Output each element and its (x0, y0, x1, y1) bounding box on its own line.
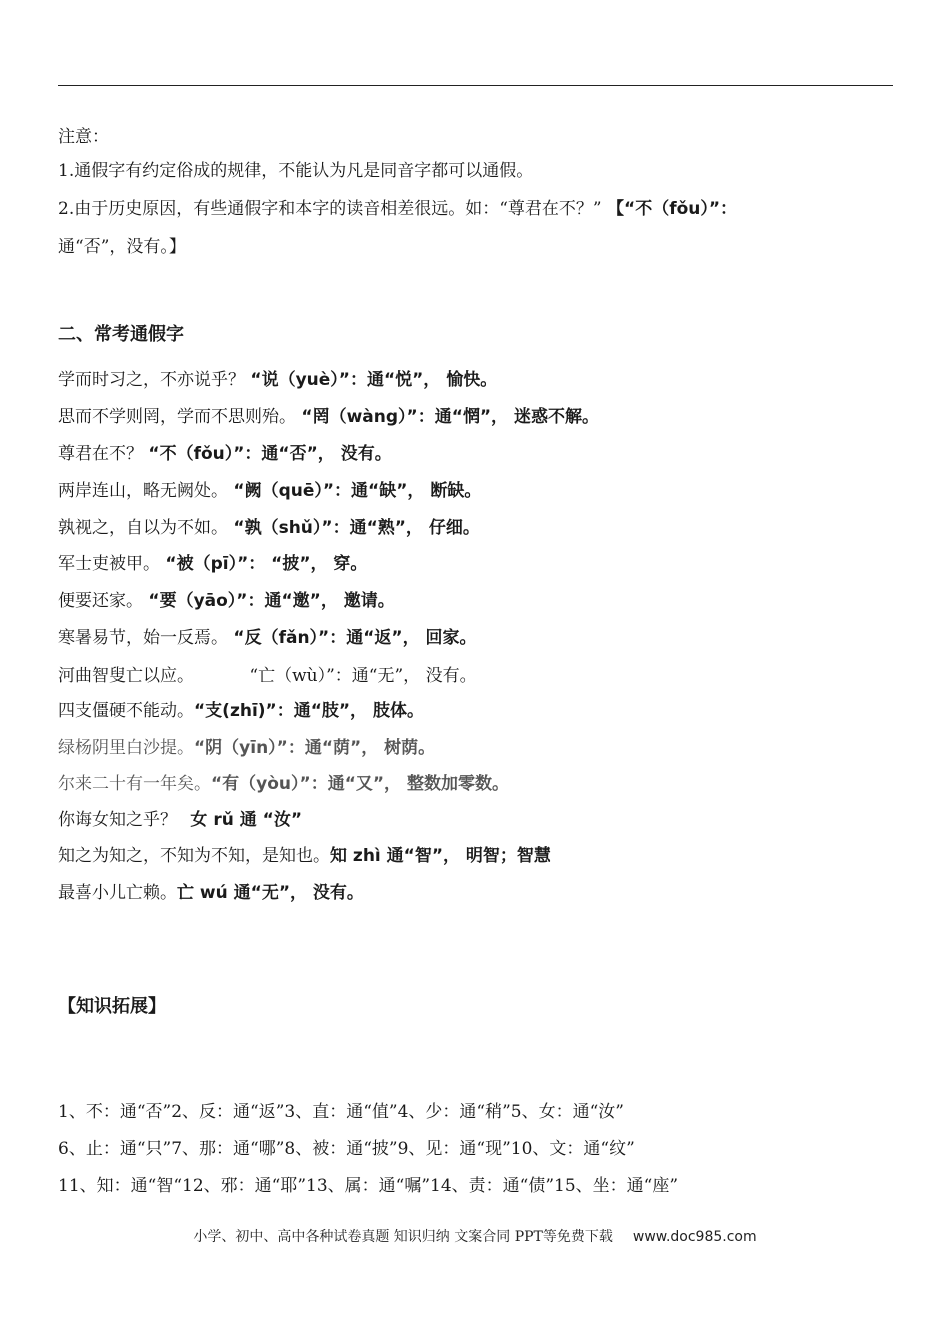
item-quote: 最喜小儿亡赖。 (58, 883, 177, 903)
item-quote: 尊君在不？ (58, 444, 149, 464)
expansion-line-2: 6、止：通“只”7、那：通“哪”8、被：通“披”9、见：通“现”10、文：通“纹” (58, 1139, 635, 1159)
item-answer: “罔（wàng）”：通“惘”， 迷惑不解。 (301, 407, 599, 427)
list-item (58, 627, 477, 649)
item-answer: “阙（quē）”：通“缺”， 断缺。 (233, 481, 482, 501)
item-quote: 学而时习之，不亦说乎？ (58, 370, 251, 390)
item-answer: “支(zhī)”：通“肢”， 肢体。 (194, 701, 424, 721)
header-rule (58, 85, 893, 86)
list-item (58, 369, 497, 391)
item-quote: 尔来二十有一年矣。 (58, 774, 211, 794)
item-quote: 便要还家。 (58, 591, 149, 611)
item-answer: 知 zhì 通“智”， 明智；智慧 (330, 846, 551, 866)
list-item (58, 773, 509, 795)
note-1: 1.通假字有约定俗成的规律，不能认为凡是同音字都可以通假。 (58, 161, 534, 181)
list-item (58, 480, 481, 502)
item-answer: “有（yòu）”：通“又”， 整数加零数。 (211, 774, 509, 794)
item-answer: “要（yāo）”：通“邀”， 邀请。 (148, 591, 395, 611)
item-answer: 亡 wú 通“无”， 没有。 (177, 883, 364, 903)
item-quote: 四支僵硬不能动。 (58, 701, 194, 721)
item-answer: 女 rǔ 通 “汝” (190, 810, 302, 830)
item-quote: 思而不学则罔，学而不思则殆。 (58, 407, 302, 427)
list-item (58, 406, 599, 428)
list-item (58, 737, 435, 759)
list-item (58, 882, 364, 904)
item-quote: 寒暑易节，始一反焉。 (58, 628, 234, 648)
item-quote: 你诲女知之乎？ (58, 810, 183, 830)
expansion-line-3: 11、知：通“智“12、邪：通“耶”13、属：通“嘱”14、责：通“债”15、坐：通“座” (58, 1176, 679, 1196)
expansion-line-1: 1、不：通“否”2、反：通“返”3、直：通“值”4、少：通“稍”5、女：通“汝” (58, 1102, 624, 1122)
note-2-cont-text: 通“否”，没有。】 (58, 237, 186, 257)
list-item (58, 845, 551, 867)
item-answer: “被（pī）”： “披”， 穿。 (165, 554, 368, 574)
item-answer: “说（yuè）”：通“悦”， 愉快。 (250, 370, 498, 390)
item-quote: 绿杨阴里白沙提。 (58, 738, 194, 758)
list-item (58, 443, 392, 465)
item-quote: 军士吏被甲。 (58, 554, 166, 574)
note-2-bracket: 【“不（fǒu）”： (607, 199, 738, 219)
item-answer: “孰（shǔ）”：通“熟”， 仔细。 (233, 518, 480, 538)
section-title-expansion: 【知识拓展】 (58, 996, 166, 1017)
list-item (58, 553, 367, 575)
item-answer: “阴（yīn）”：通“荫”， 树荫。 (194, 738, 436, 758)
list-item (58, 700, 424, 722)
list-item (58, 517, 480, 539)
list-item (58, 665, 477, 687)
item-quote: 两岸连山，略无阙处。 (58, 481, 234, 501)
list-item (58, 809, 302, 831)
footer-url[interactable]: www.doc985.com (632, 1229, 757, 1245)
page-footer (0, 1226, 950, 1246)
item-quote: 河曲智叟亡以应。 (58, 666, 200, 686)
note-2-text: 2.由于历史原因，有些通假字和本字的读音相差很远。如：“尊君在不？” (58, 199, 602, 219)
list-item (58, 590, 395, 612)
notes-label: 注意： (58, 127, 109, 147)
footer-text: 小学、初中、高中各种试卷真题 知识归纳 文案合同 PPT等免费下载 (193, 1229, 613, 1245)
item-answer: “亡（wù）”：通“无”， 没有。 (249, 666, 477, 686)
item-answer: “反（fǎn）”：通“返”， 回家。 (233, 628, 477, 648)
note-2-continued (58, 236, 186, 258)
item-quote: 知之为知之，不知为不知，是知也。 (58, 846, 330, 866)
item-quote: 孰视之，自以为不如。 (58, 518, 234, 538)
note-2 (58, 198, 737, 220)
item-answer: “不（fǒu）”：通“否”， 没有。 (148, 444, 392, 464)
section-title-common-tongjia: 二、常考通假字 (58, 324, 184, 345)
